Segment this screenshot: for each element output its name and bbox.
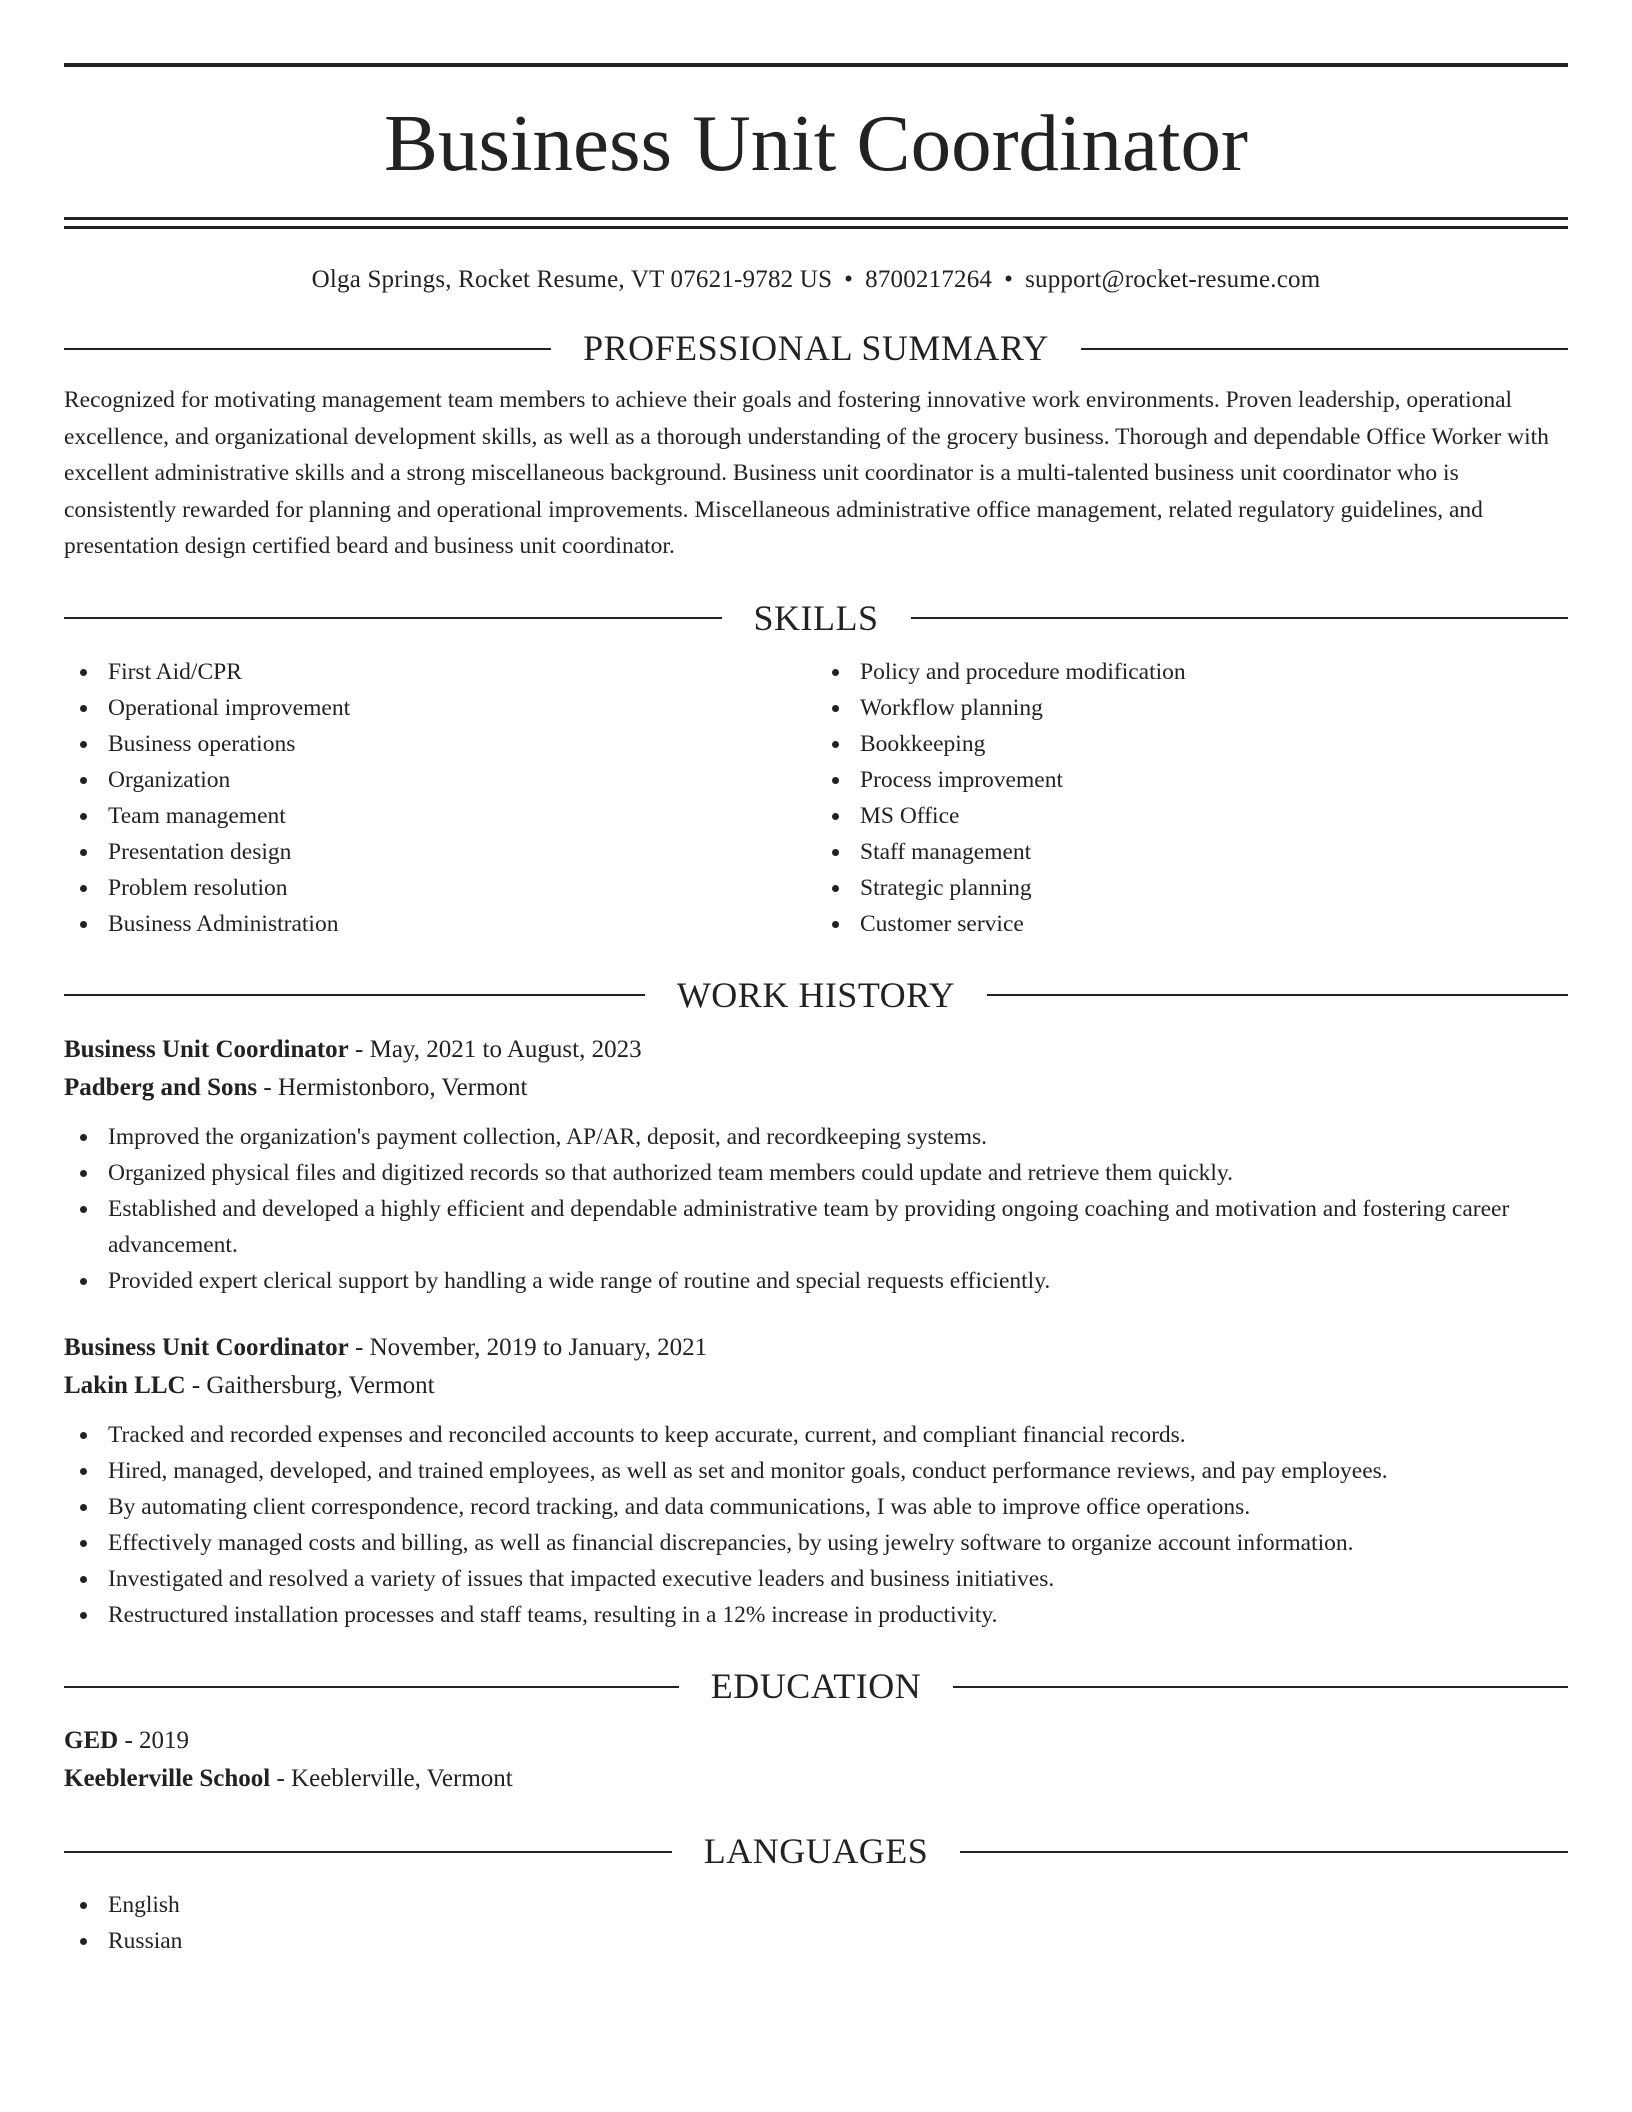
contact-separator: • [844, 266, 854, 293]
section-title: WORK HISTORY [676, 974, 956, 1015]
job-dates: - November, 2019 to January, 2021 [348, 1334, 708, 1362]
skill-item: Policy and procedure modification [816, 654, 1568, 690]
education-degree-line [64, 1722, 1568, 1760]
skill-item: Customer service [816, 906, 1568, 942]
skill-item: Business Administration [64, 906, 816, 942]
job-company: Padberg and Sons [64, 1074, 258, 1102]
education-school: Keeblerville School [64, 1765, 271, 1793]
language-item: English [64, 1887, 1568, 1923]
skill-item: Operational improvement [64, 690, 816, 726]
heading-rule [64, 1686, 679, 1688]
section-title: SKILLS [753, 597, 879, 638]
job-location: - Hermistonboro, Vermont [257, 1074, 528, 1102]
skill-item: MS Office [816, 798, 1568, 834]
section-heading-work-history [64, 974, 1568, 1017]
section-heading-languages [64, 1830, 1568, 1873]
job-bullet: Effectively managed costs and billing, as well as financial discrepancies, by using jewelry software to organize account information. [64, 1525, 1568, 1561]
job-entry [64, 1329, 1568, 1633]
skills-list-left [64, 654, 816, 942]
job-company: Lakin LLC [64, 1372, 186, 1400]
education-degree: GED [64, 1727, 119, 1755]
contact-address: Olga Springs, Rocket Resume, VT 07621-9782 US [311, 266, 833, 293]
job-title-line [64, 1329, 1568, 1367]
skill-item: Workflow planning [816, 690, 1568, 726]
heading-rule [1081, 348, 1568, 350]
contact-email: support@rocket-resume.com [1025, 266, 1321, 293]
section-title: EDUCATION [710, 1666, 922, 1707]
job-company-line [64, 1069, 1568, 1107]
section-title: PROFESSIONAL SUMMARY [583, 328, 1049, 368]
job-title-line [64, 1031, 1568, 1069]
heading-rule [953, 1686, 1568, 1688]
heading-rule [64, 1851, 672, 1853]
job-title: Business Unit Coordinator [64, 1036, 349, 1064]
section-heading-skills [64, 597, 1568, 640]
skill-item: Organization [64, 762, 816, 798]
job-bullet: Established and developed a highly efficient and dependable administrative team by providing ongoing coaching and motivation and fostering career advancement. [64, 1191, 1568, 1263]
skill-item: Process improvement [816, 762, 1568, 798]
education-year: - 2019 [118, 1727, 190, 1755]
skill-item: Problem resolution [64, 870, 816, 906]
job-bullet: Hired, managed, developed, and trained employees, as well as set and monitor goals, conduct performance reviews, and pay employees. [64, 1453, 1568, 1489]
skill-item: Staff management [816, 834, 1568, 870]
heading-rule [64, 348, 551, 350]
job-bullet: Investigated and resolved a variety of issues that impacted executive leaders and business initiatives. [64, 1561, 1568, 1597]
job-dates: - May, 2021 to August, 2023 [348, 1036, 642, 1064]
contact-line [64, 265, 1568, 295]
heading-rule [64, 994, 645, 996]
skill-item: Bookkeeping [816, 726, 1568, 762]
heading-rule [987, 994, 1568, 996]
language-item: Russian [64, 1923, 1568, 1959]
job-bullet: By automating client correspondence, record tracking, and data communications, I was able to improve office operations. [64, 1489, 1568, 1525]
job-location: - Gaithersburg, Vermont [185, 1372, 435, 1400]
job-company-line [64, 1367, 1568, 1405]
section-heading-summary [64, 327, 1568, 370]
skill-item: First Aid/CPR [64, 654, 816, 690]
section-title: LANGUAGES [703, 1831, 929, 1872]
summary-paragraph: Recognized for motivating management team members to achieve their goals and fostering innovative work environments. Proven leadership, operational excellence, and organizational development skills, as well as a thorough understanding of the grocery business. Thorough and dependable Office Worker with excellent administrative skills and a strong miscellaneous background. Business unit coordinator is a multi-talented business unit coordinator who is consistently rewarded for planning and operational improvements. Miscellaneous administrative office management, related regulatory guidelines, and presentation design certified beard and business unit coordinator. [64, 387, 1549, 560]
contact-separator: • [1004, 266, 1014, 293]
skills-columns [64, 654, 1568, 942]
education-location: - Keeblerville, Vermont [270, 1765, 513, 1793]
languages-list [64, 1887, 1568, 1959]
skill-item: Strategic planning [816, 870, 1568, 906]
resume-title: Business Unit Coordinator [384, 98, 1248, 188]
contact-phone: 8700217264 [865, 266, 993, 293]
education-entry [64, 1722, 1568, 1798]
job-bullet: Tracked and recorded expenses and reconciled accounts to keep accurate, current, and compliant financial records. [64, 1417, 1568, 1453]
title-double-rule [64, 217, 1568, 229]
skill-item: Business operations [64, 726, 816, 762]
job-entry [64, 1031, 1568, 1299]
job-bullet: Improved the organization's payment collection, AP/AR, deposit, and recordkeeping systems. [64, 1119, 1568, 1155]
heading-rule [911, 617, 1569, 619]
job-bullet: Provided expert clerical support by handling a wide range of routine and special requests efficiently. [64, 1263, 1568, 1299]
skills-list-right [816, 654, 1568, 942]
job-bullet: Restructured installation processes and staff teams, resulting in a 12% increase in productivity. [64, 1597, 1568, 1633]
top-rule [64, 63, 1568, 67]
job-bullets [64, 1119, 1568, 1299]
heading-rule [960, 1851, 1568, 1853]
skill-item: Team management [64, 798, 816, 834]
skill-item: Presentation design [64, 834, 816, 870]
job-bullet: Organized physical files and digitized records so that authorized team members could update and retrieve them quickly. [64, 1155, 1568, 1191]
education-school-line [64, 1760, 1568, 1798]
heading-rule [64, 617, 722, 619]
job-bullets [64, 1417, 1568, 1633]
job-title: Business Unit Coordinator [64, 1334, 349, 1362]
section-heading-education [64, 1665, 1568, 1708]
